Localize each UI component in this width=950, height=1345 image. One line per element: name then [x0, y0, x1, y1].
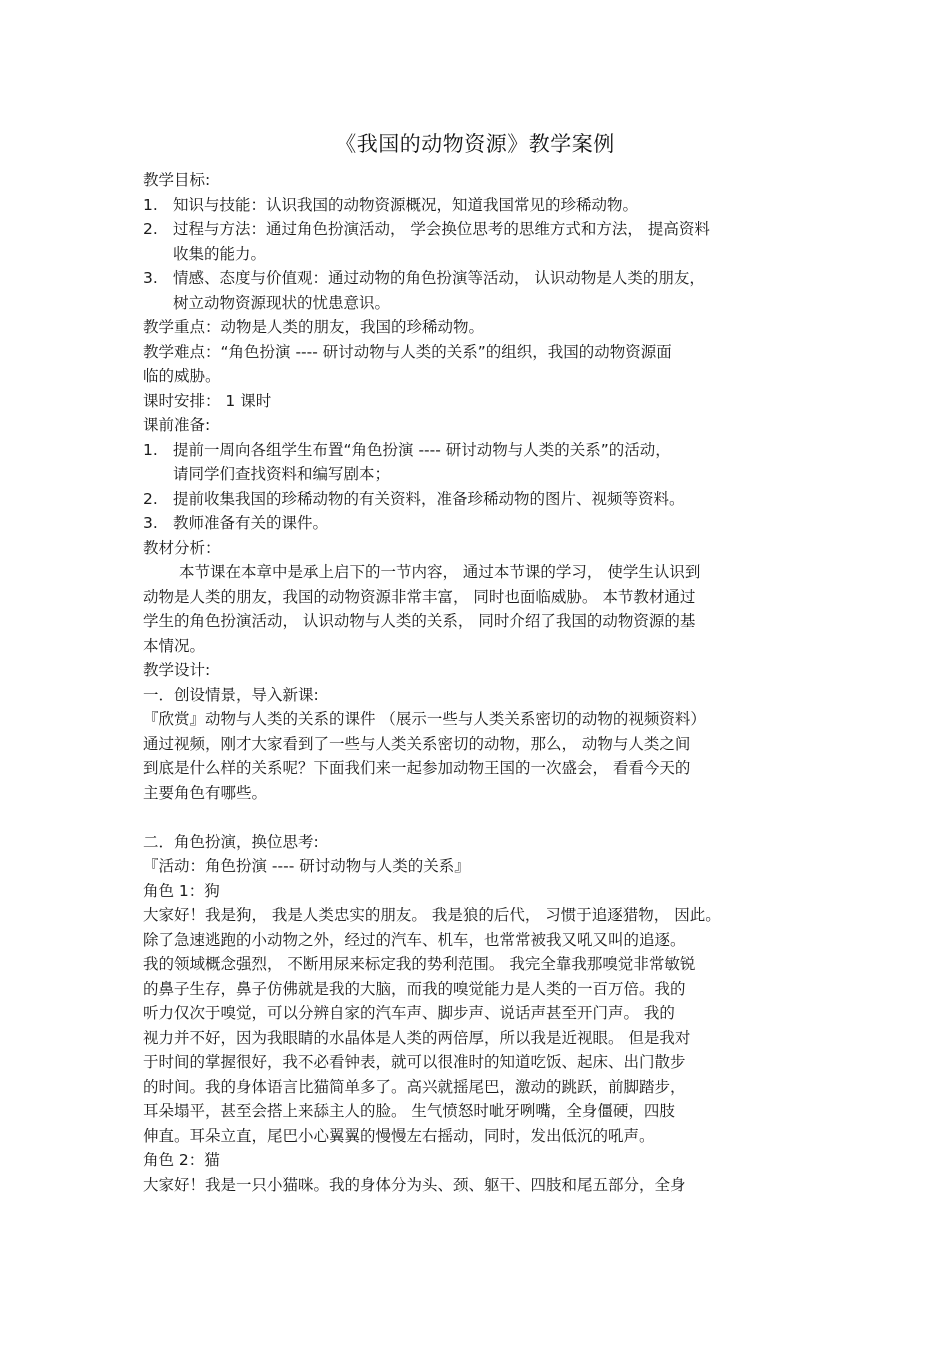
paragraph-line: 伸直。耳朵立直，尾巴小心翼翼的慢慢左右摇动，同时，发出低沉的吼声。 — [143, 1126, 655, 1145]
list-item: 2. 过程与方法：通过角色扮演活动， 学会换位思考的思维方式和方法， 提高资料 — [143, 217, 808, 242]
key-point: 教学重点：动物是人类的朋友，我国的珍稀动物。 — [143, 318, 485, 336]
role1-label: 角色 1：狗 — [143, 881, 220, 900]
schedule: 课时安排： 1 课时 — [143, 391, 272, 410]
list-item-continuation: 请同学们查找资料和编写剧本； — [173, 465, 391, 483]
item-number: 2. — [143, 489, 158, 508]
paragraph-line: 的时间。我的身体语言比猫简单多了。高兴就摇尾巴，激动的跳跃，前脚踏步， — [143, 1077, 686, 1096]
paragraph-line: 耳朵塌平，甚至会搭上来舔主人的脸。 生气愤怒时呲牙咧嘴，全身僵硬，四肢 — [143, 1102, 675, 1120]
paragraph-line: 本情况。 — [143, 636, 206, 655]
paragraph-line: 听力仅次于嗅觉，可以分辨自家的汽车声、脚步声、说话声甚至开门声。 我的 — [143, 1004, 675, 1022]
part1-heading: 一．创设情景，导入新课: — [143, 685, 319, 704]
activity-title: 『活动：角色扮演 ---- 研讨动物与人类的关系』 — [143, 857, 470, 875]
item-number: 1. — [143, 195, 158, 214]
item-number: 3. — [143, 514, 158, 532]
item-number: 1. — [143, 440, 158, 459]
paragraph-line: 动物是人类的朋友，我国的动物资源非常丰富， 同时也面临威胁。 本节教材通过 — [143, 587, 696, 606]
paragraph-line: 除了急速逃跑的小动物之外，经过的汽车、机车，也常常被我又吼又叫的追逐。 — [143, 930, 686, 949]
list-item: 1. 知识与技能：认识我国的动物资源概况，知道我国常见的珍稀动物。 — [143, 193, 808, 218]
list-item-continuation: 树立动物资源现状的忧患意识。 — [173, 293, 391, 312]
prep-heading: 课前准备: — [143, 416, 211, 434]
paragraph-line: 通过视频，刚才大家看到了一些与人类关系密切的动物，那么， 动物与人类之间 — [143, 734, 691, 753]
paragraph-line: 学生的角色扮演活动， 认识动物与人类的关系， 同时介绍了我国的动物资源的基 — [143, 612, 696, 630]
prep-list — [143, 438, 808, 536]
analysis-heading: 教材分析： — [143, 538, 221, 557]
paragraph-line: 大家好！我是狗， 我是人类忠实的朋友。 我是狼的后代， 习惯于追逐猎物， 因此。 — [143, 906, 721, 924]
list-item: 3. 情感、态度与价值观：通过动物的角色扮演等活动， 认识动物是人类的朋友， — [143, 266, 808, 291]
spacer — [143, 805, 808, 830]
paragraph-line: 于时间的掌握很好，我不必看钟表，就可以很准时的知道吃饭、起床、出门散步 — [143, 1053, 686, 1071]
goals-heading: 教学目标: — [143, 171, 211, 189]
document-body — [143, 168, 808, 1197]
paragraph-line: 大家好！我是一只小猫咪。我的身体分为头、颈、躯干、四肢和尾五部分，全身 — [143, 1175, 686, 1194]
difficulty-line-2: 临的威胁。 — [143, 367, 221, 385]
item-number: 3. — [143, 269, 158, 287]
list-item: 3. 教师准备有关的课件。 — [143, 511, 808, 536]
role2-label: 角色 2：猫 — [143, 1151, 220, 1169]
paragraph-line: 我的领域概念强烈， 不断用尿来标定我的势利范围。 我完全靠我那嗅觉非常敏锐 — [143, 955, 696, 973]
document-title: 《我国的动物资源》教学案例 — [335, 132, 615, 156]
analysis-paragraph-first: 本节课在本章中是承上启下的一节内容， 通过本节课的学习， 使学生认识到 — [179, 563, 701, 581]
paragraph-line: 主要角色有哪些。 — [143, 783, 268, 802]
paragraph-line: 的鼻子生存，鼻子仿佛就是我的大脑，而我的嗅觉能力是人类的一百万倍。我的 — [143, 979, 686, 998]
paragraph-line: 视力并不好，因为我眼睛的水晶体是人类的两倍厚，所以我是近视眼。 但是我对 — [143, 1028, 691, 1047]
goals-list — [143, 193, 808, 316]
design-heading: 教学设计: — [143, 661, 211, 679]
paragraph-line: 『欣赏』动物与人类的关系的课件 （展示一些与人类关系密切的动物的视频资料） — [143, 710, 706, 728]
item-number: 2. — [143, 220, 158, 238]
part2-heading: 二．角色扮演，换位思考: — [143, 832, 319, 851]
difficulty-line-1: 教学难点：“角色扮演 ---- 研讨动物与人类的关系”的组织，我国的动物资源面 — [143, 342, 672, 361]
list-item-continuation: 收集的能力。 — [173, 244, 267, 263]
list-item: 2. 提前收集我国的珍稀动物的有关资料，准备珍稀动物的图片、视频等资料。 — [143, 487, 808, 512]
list-item: 1. 提前一周向各组学生布置“角色扮演 ---- 研讨动物与人类的关系”的活动， — [143, 438, 808, 463]
paragraph-line: 到底是什么样的关系呢？下面我们来一起参加动物王国的一次盛会， 看看今天的 — [143, 759, 691, 777]
